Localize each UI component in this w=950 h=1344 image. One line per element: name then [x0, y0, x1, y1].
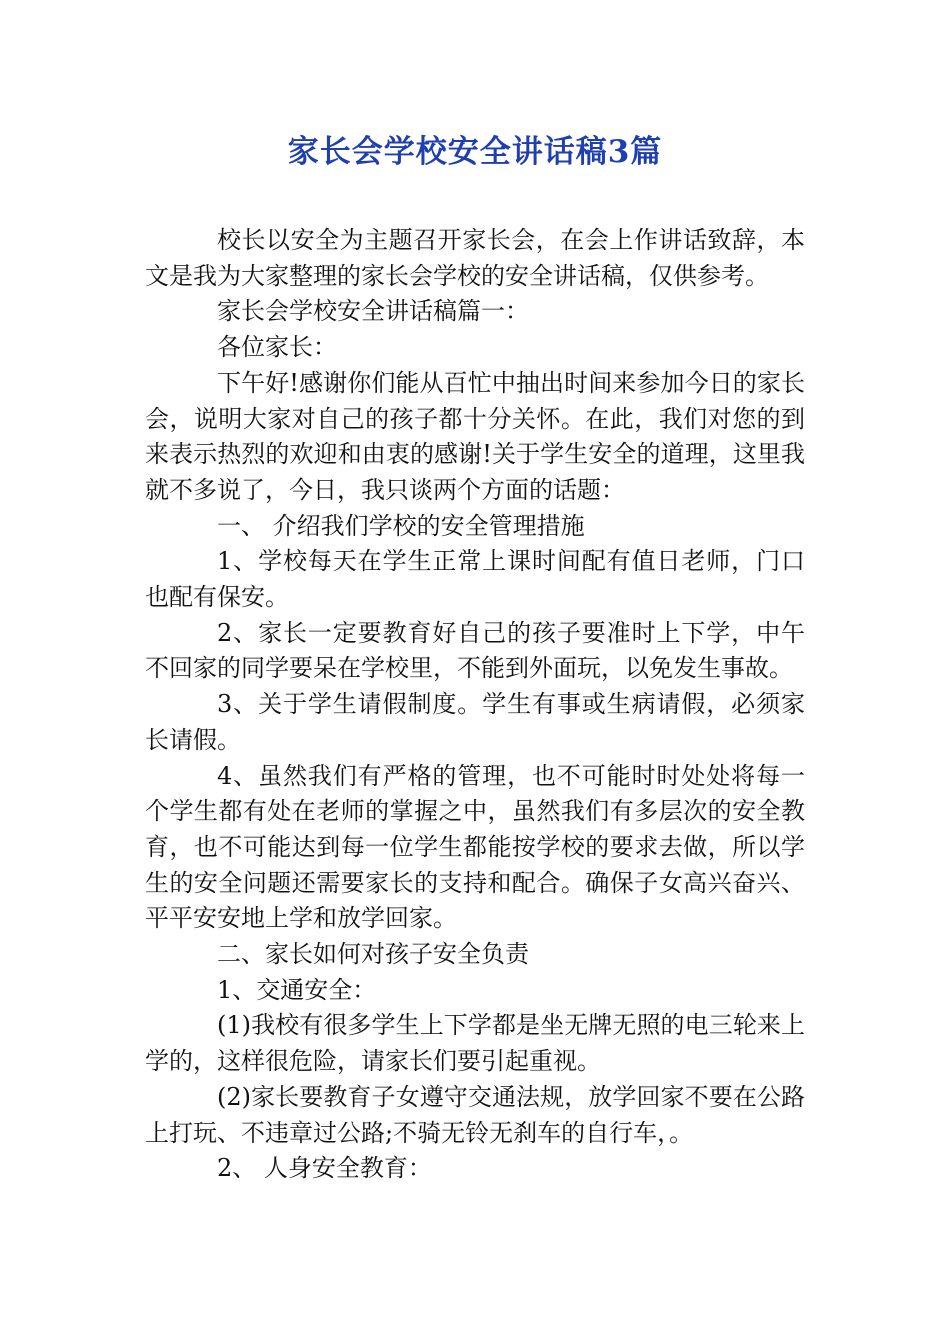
paragraph-personal-safety: 2、 人身安全教育： [217, 1154, 432, 1183]
paragraph-heading-part-one: 家长会学校安全讲话稿篇一： [217, 297, 529, 326]
paragraph-item-3: 3、关于学生请假制度。学生有事或生病请假，必须家长请假。 [145, 690, 805, 754]
document-title: 家长会学校安全讲话稿3篇 [287, 134, 663, 170]
document-body [145, 223, 805, 1187]
paragraph-item-2: 2、家长一定要教育好自己的孩子要准时上下学，中午不回家的同学要呆在学校里，不能到外面玩，以免发生事故。 [145, 618, 805, 683]
paragraph-section-one-heading: 一、 介绍我们学校的安全管理措施 [217, 511, 585, 540]
paragraph-salutation: 各位家长： [217, 333, 337, 362]
paragraph-greeting: 下午好!感谢你们能从百忙中抽出时间来参加今日的家长会，说明大家对自己的孩子都十分关怀。在此，我们对您的到来表示热烈的欢迎和由衷的感谢!关于学生安全的道理，这里我就不多说了，今日，我只谈两个方面的话题： [145, 368, 805, 504]
paragraph-item-4: 4、虽然我们有严格的管理，也不可能时时处处将每一个学生都有处在老师的掌握之中，虽然我们有多层次的安全教育，也不可能达到每一位学生都能按学校的要求去做，所以学生的安全问题还需要家长的支持和配合。确保子女高兴奋兴、平平安安地上学和放学回家。 [145, 761, 805, 933]
paragraph-intro: 校长以安全为主题召开家长会，在会上作讲话致辞，本文是我为大家整理的家长会学校的安全讲话稿，仅供参考。 [145, 226, 805, 290]
paragraph-traffic-point-1: (1)我校有很多学生上下学都是坐无牌无照的电三轮来上学的，这样很危险，请家长们要引起重视。 [145, 1011, 805, 1076]
paragraph-traffic-safety: 1、交通安全： [217, 975, 377, 1004]
paragraph-traffic-point-2: (2)家长要教育子女遵守交通法规，放学回家不要在公路上打玩、不违章过公路;不骑无铃无刹车的自行车，。 [145, 1082, 805, 1147]
paragraph-item-1: 1、学校每天在学生正常上课时间配有值日老师，门口也配有保安。 [145, 547, 805, 612]
paragraph-section-two-heading: 二、家长如何对孩子安全负责 [217, 940, 529, 969]
